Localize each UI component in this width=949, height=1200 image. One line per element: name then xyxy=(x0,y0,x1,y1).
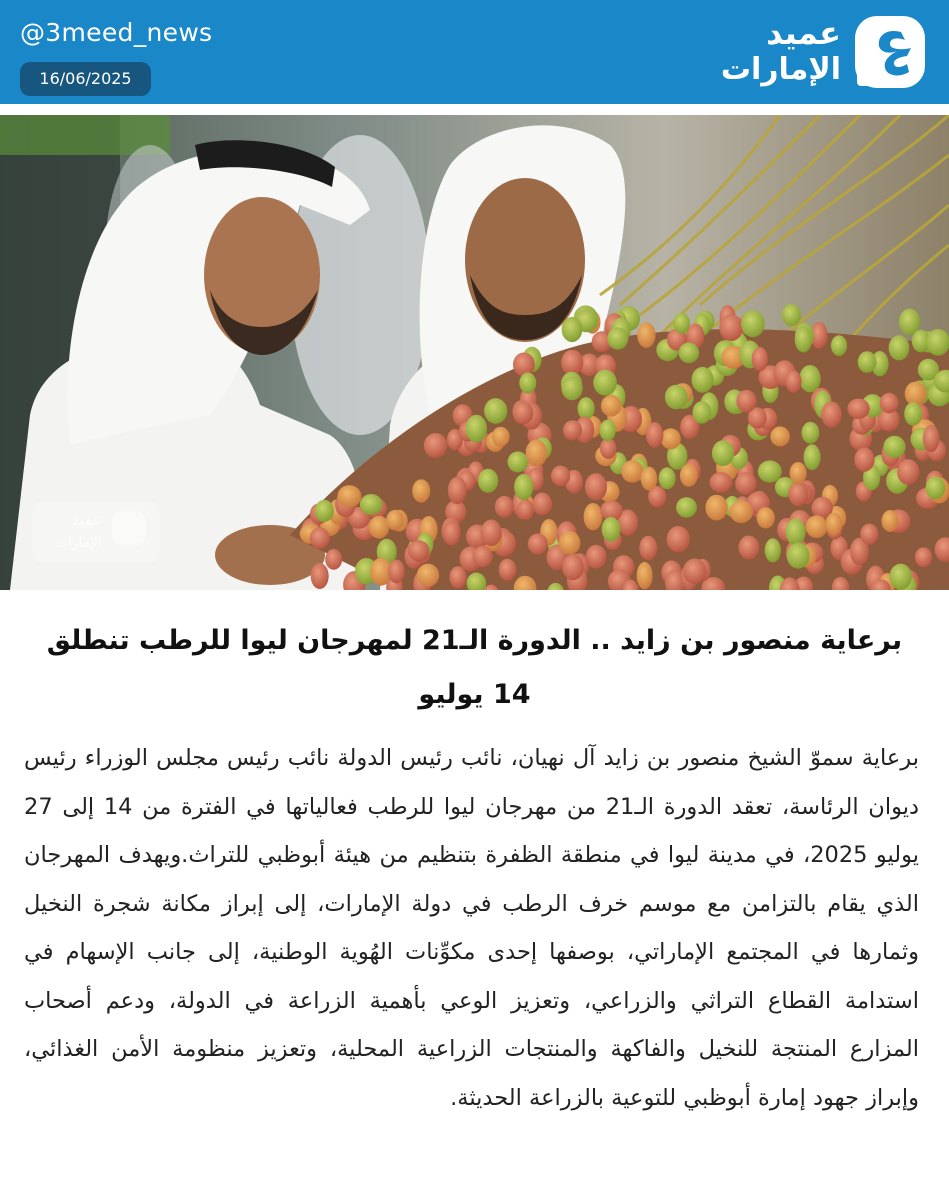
date-fruit xyxy=(826,513,842,536)
date-fruit xyxy=(882,510,899,532)
date-fruit xyxy=(466,415,487,443)
date-fruit xyxy=(692,367,714,393)
date-fruit xyxy=(860,524,878,545)
date-fruit xyxy=(683,559,707,585)
date-fruit xyxy=(495,496,514,518)
date-fruit xyxy=(443,521,460,546)
article-body: برعاية سموّ الشيخ منصور بن زايد آل نهيان، نائب رئيس الدولة نائب رئيس مجلس الوزراء رئيس ديوان الرئاسة، تعقد الدورة الـ21 من مهرجان ليوا للرطب فعالياتها في الفترة من 14 إلى 27 يوليو 2025، في مدينة ليوا في منطقة الظفرة بتنظيم من هيئة أبوظبي للتراث.ويهدف المهرجان الذي يقام بالتزامن مع موسم خرف الرطب في دولة الإمارات، إلى إبراز مكانة شجرة النخيل وثمارها في المجتمع الإماراتي، بوصفها إحدى مكوِّنات الهُوية الوطنية، إلى جانب الإسهام في استدامة القطاع التراثي والزراعي، وتعزيز الوعي بأهمية الزراعة في الدولة، ودعم أصحاب المزارع المنتجة للنخيل والفاكهة والمنتجات الزراعية المحلية، وتعزيز منظومة الأمن الغذائي، وإبراز جهود إمارة أبوظبي للتوعية بالزراعة الحديثة. xyxy=(24,745,919,1111)
date-fruit xyxy=(315,500,334,522)
date-fruit xyxy=(637,322,655,348)
date-fruit xyxy=(551,466,570,487)
date-fruit xyxy=(526,439,548,466)
date-fruit xyxy=(513,402,534,425)
date-fruit xyxy=(786,518,806,545)
date-fruit xyxy=(424,433,448,458)
date-fruit xyxy=(858,351,877,373)
date-fruit xyxy=(680,464,698,487)
account-handle: @3meed_news xyxy=(20,18,213,47)
brand-name xyxy=(681,14,841,88)
date-fruit xyxy=(563,420,582,440)
date-fruit xyxy=(601,395,622,417)
date-fruit xyxy=(782,304,801,326)
date-fruit xyxy=(417,564,439,587)
date-fruit xyxy=(499,559,517,581)
date-fruit xyxy=(369,516,389,539)
date-fruit xyxy=(473,546,493,568)
brand-name-line2: الإمارات xyxy=(720,52,841,87)
date-fruit xyxy=(562,376,583,400)
date-fruit xyxy=(741,310,765,337)
date-fruit xyxy=(337,485,361,507)
date-fruit xyxy=(705,495,727,521)
date-fruit xyxy=(923,425,940,452)
date-fruit xyxy=(710,472,733,493)
date-fruit xyxy=(602,517,621,542)
date-fruit xyxy=(926,329,949,356)
date-fruit xyxy=(585,473,607,500)
date-fruit xyxy=(735,472,756,495)
date-fruit xyxy=(905,382,927,406)
date-fruit xyxy=(578,397,595,420)
date-fruit xyxy=(821,402,842,428)
watermark-line2: الإمارات xyxy=(54,535,102,551)
date-fruit xyxy=(712,440,734,466)
date-fruit xyxy=(637,562,653,589)
date-fruit xyxy=(593,370,617,396)
date-fruit xyxy=(646,422,663,448)
date-fruit xyxy=(484,398,507,424)
date-fruit xyxy=(883,436,905,458)
date-fruit xyxy=(880,393,899,413)
date-fruit xyxy=(693,401,712,424)
date-fruit xyxy=(584,503,603,530)
date-fruit xyxy=(804,444,821,470)
date-fruit xyxy=(517,500,534,520)
date-fruit xyxy=(621,460,643,482)
date-fruit xyxy=(661,428,681,449)
article-photo xyxy=(0,115,949,590)
date-fruit xyxy=(915,547,932,567)
date-fruit xyxy=(889,335,910,360)
date-fruit xyxy=(478,469,498,493)
date-badge: 16/06/2025 xyxy=(20,62,151,96)
date-fruit xyxy=(481,520,502,547)
date-fruit xyxy=(360,494,383,515)
date-fruit xyxy=(562,317,583,342)
date-fruit xyxy=(561,350,583,376)
date-fruit xyxy=(311,563,329,589)
date-fruit xyxy=(719,314,743,341)
date-fruit xyxy=(641,467,657,491)
date-fruit xyxy=(758,460,782,482)
date-fruit xyxy=(659,467,676,489)
brand-name-line1: عميد xyxy=(766,14,841,52)
date-fruit xyxy=(514,474,533,500)
date-fruit xyxy=(795,326,812,352)
watermark-line1: عميد xyxy=(71,511,102,529)
date-fruit xyxy=(904,402,922,426)
date-fruit xyxy=(854,448,874,472)
date-fruit xyxy=(519,372,536,393)
date-fruit xyxy=(787,543,810,569)
brand-logo-icon xyxy=(853,14,927,90)
date-fruit xyxy=(513,353,535,377)
date-fruit xyxy=(673,313,690,334)
date-fruit xyxy=(788,482,808,506)
date-fruit xyxy=(806,515,828,538)
date-fruit xyxy=(448,477,467,504)
date-fruit xyxy=(412,479,430,502)
date-fruit xyxy=(847,399,869,419)
date-fruit xyxy=(607,327,628,349)
date-fruit xyxy=(757,507,775,528)
article-headline: برعاية منصور بن زايد .. الدورة الـ21 لمهرجان ليوا للرطب تنطلق 14 يوليو xyxy=(46,625,903,710)
date-fruit xyxy=(388,560,404,584)
date-fruit xyxy=(926,476,946,499)
date-fruit xyxy=(562,554,584,580)
date-fruit xyxy=(386,510,404,531)
date-fruit xyxy=(676,497,697,518)
date-fruit xyxy=(752,347,768,371)
date-fruit xyxy=(770,426,790,446)
date-fruit xyxy=(449,566,466,588)
date-fruit xyxy=(639,536,657,561)
date-fruit xyxy=(730,500,753,523)
date-fruit xyxy=(785,370,801,392)
date-fruit xyxy=(667,526,690,552)
date-fruit xyxy=(559,531,581,555)
date-fruit xyxy=(890,564,912,590)
header-bar xyxy=(0,0,949,104)
date-fruit xyxy=(408,540,430,561)
date-fruit xyxy=(533,493,552,516)
date-fruit xyxy=(665,385,688,410)
date-fruit xyxy=(802,422,820,444)
date-fruit xyxy=(736,390,756,413)
date-fruit xyxy=(679,342,699,363)
date-fruit xyxy=(508,451,529,472)
date-fruit xyxy=(790,462,807,484)
date-fruit xyxy=(739,536,760,560)
date-fruit xyxy=(600,438,617,459)
date-fruit xyxy=(600,420,616,442)
date-fruit xyxy=(765,538,781,562)
date-fruit xyxy=(831,335,847,356)
date-fruit xyxy=(528,534,548,555)
date-fruit xyxy=(897,459,919,485)
date-fruit xyxy=(310,528,330,549)
date-fruit xyxy=(799,365,820,392)
date-fruit xyxy=(325,549,342,570)
watermark-logo-icon xyxy=(112,511,146,545)
date-fruit xyxy=(492,427,510,447)
